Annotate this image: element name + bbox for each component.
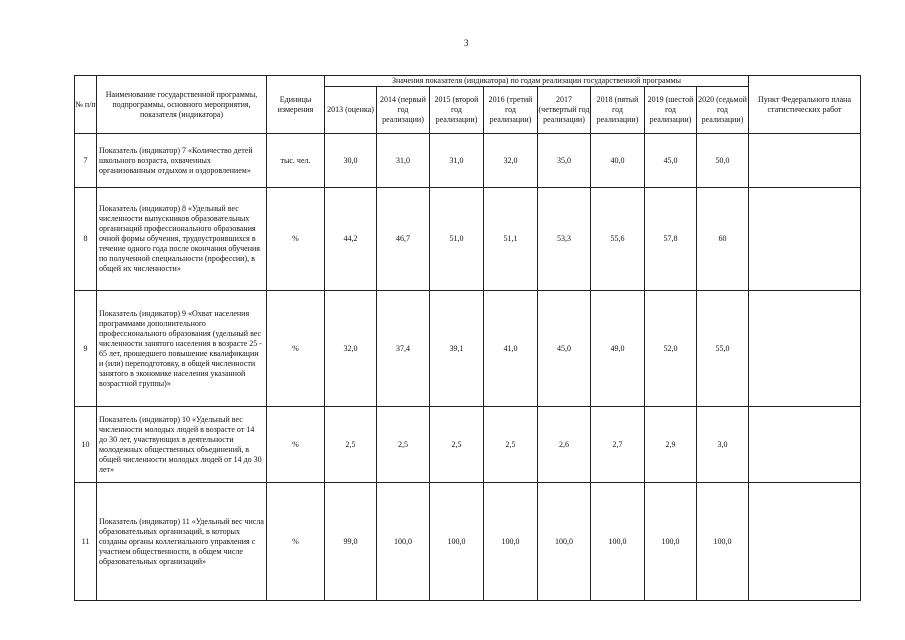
value-cell: 99,0 [325,483,377,601]
value-cell: 55,6 [591,188,645,291]
value-cell: 31,0 [430,134,484,188]
value-cell: 32,0 [325,291,377,407]
value-cell: 30,0 [325,134,377,188]
indicator-name: Показатель (индикатор) 7 «Количество детей школьного возраста, охваченных организованным отдыхом и оздоровлением» [97,134,267,188]
indicator-name: Показатель (индикатор) 11 «Удельный вес числа образовательных организаций, в которых созданы органы коллегиального управления с участием общественности, в общем числе образовательных организаций» [97,483,267,601]
value-cell: 100,0 [484,483,538,601]
value-cell: 2,5 [377,407,430,483]
header-plan-point: Пункт Федерального плана статистических работ [749,76,861,134]
header-unit: Единицы измерения [267,76,325,134]
value-cell: 44,2 [325,188,377,291]
value-cell: 37,4 [377,291,430,407]
page-number: 3 [464,38,469,48]
value-cell: 100,0 [645,483,697,601]
header-year: 2013 (оценка) [325,87,377,134]
value-cell: 100,0 [430,483,484,601]
header-values: Значения показателя (индикатора) по годам реализации государственной программы [325,76,749,87]
value-cell: 52,0 [645,291,697,407]
header-year: 2016 (третий год реализации) [484,87,538,134]
value-cell: 40,0 [591,134,645,188]
value-cell: 55,0 [697,291,749,407]
header-year: 2015 (второй год реализации) [430,87,484,134]
value-cell: 2,9 [645,407,697,483]
value-cell: 2,6 [538,407,591,483]
value-cell: 57,8 [645,188,697,291]
table-row [75,134,861,188]
plan-point-cell [749,483,861,601]
plan-point-cell [749,188,861,291]
value-cell: 2,5 [430,407,484,483]
header-year: 2014 (первый год реализации) [377,87,430,134]
value-cell: 45,0 [538,291,591,407]
indicator-name: Показатель (индикатор) 8 «Удельный вес численности выпускников образовательных организаций профессионального образования очной формы обучения, трудоустроившихся в течение одного года после окончания обучения по полученной специальности (профессии), в общей их численности» [97,188,267,291]
header-year: 2018 (пятый год реализации) [591,87,645,134]
value-cell: 50,0 [697,134,749,188]
unit-cell: тыс. чел. [267,134,325,188]
value-cell: 46,7 [377,188,430,291]
header-num: № п/п [75,76,97,134]
row-number: 8 [75,188,97,291]
table-row [75,291,861,407]
header-year: 2019 (шестой год реализации) [645,87,697,134]
value-cell: 2,7 [591,407,645,483]
value-cell: 32,0 [484,134,538,188]
header-name: Наименование государственной программы, подпрограммы, основного мероприятия, показателя (индикатора) [97,76,267,134]
header-year: 2017 (четвертый год реализации) [538,87,591,134]
value-cell: 39,1 [430,291,484,407]
row-number: 9 [75,291,97,407]
value-cell: 31,0 [377,134,430,188]
value-cell: 100,0 [377,483,430,601]
indicator-name: Показатель (индикатор) 10 «Удельный вес численности молодых людей в возрасте от 14 до 30 лет, участвующих в деятельности молодежных общественных объединений, в общей численности молодых людей от 14 до 30 лет» [97,407,267,483]
unit-cell: % [267,407,325,483]
table-row [75,188,861,291]
value-cell: 3,0 [697,407,749,483]
row-number: 10 [75,407,97,483]
table-row [75,407,861,483]
indicator-name: Показатель (индикатор) 9 «Охват населения программами дополнительного профессионального образования (удельный вес численности занятого населения в возрасте 25 - 65 лет, прошедшего повышение квалификации и (или) переподготовку, в общей численности занятого в экономике населения указанной возрастной группы)» [97,291,267,407]
header-year: 2020 (седьмой год реализации) [697,87,749,134]
value-cell: 51,0 [430,188,484,291]
value-cell: 100,0 [538,483,591,601]
unit-cell: % [267,483,325,601]
value-cell: 2,5 [484,407,538,483]
value-cell: 2,5 [325,407,377,483]
unit-cell: % [267,188,325,291]
value-cell: 53,3 [538,188,591,291]
value-cell: 100,0 [591,483,645,601]
table-row [75,483,861,601]
unit-cell: % [267,291,325,407]
indicators-table [74,75,861,601]
value-cell: 51,1 [484,188,538,291]
value-cell: 41,0 [484,291,538,407]
plan-point-cell [749,407,861,483]
row-number: 7 [75,134,97,188]
value-cell: 49,0 [591,291,645,407]
value-cell: 100,0 [697,483,749,601]
row-number: 11 [75,483,97,601]
value-cell: 45,0 [645,134,697,188]
plan-point-cell [749,291,861,407]
value-cell: 60 [697,188,749,291]
value-cell: 35,0 [538,134,591,188]
plan-point-cell [749,134,861,188]
